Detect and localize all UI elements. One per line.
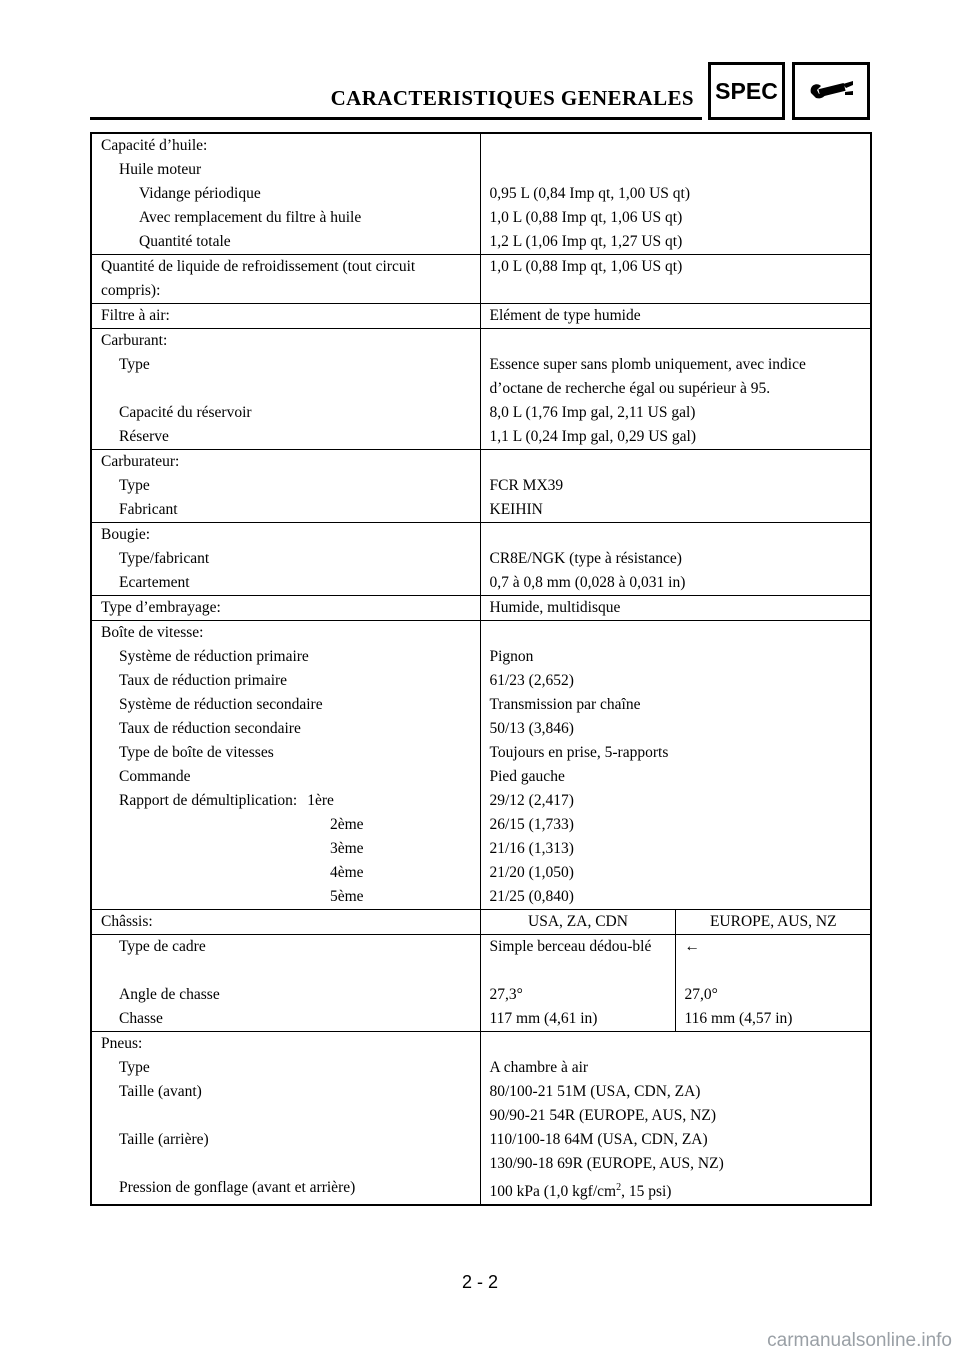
tire-type-label: Type [119, 1059, 150, 1076]
transmission-value: Pignon [489, 648, 534, 665]
tire-rear-value-1: 110/100-18 64M (USA, CDN, ZA) [489, 1131, 708, 1148]
tire-front-value-1: 80/100-21 51M (USA, CDN, ZA) [489, 1083, 701, 1100]
fuel-title: Carburant: [101, 332, 168, 349]
table-row-fuel [91, 329, 871, 450]
transmission-label: Commande [119, 768, 191, 785]
wrench-icon [807, 79, 855, 103]
gear-value: 21/20 (1,050) [489, 864, 574, 881]
trail-label: Chasse [119, 1010, 163, 1027]
spark-plug-gap-value: 0,7 à 0,8 mm (0,028 à 0,031 in) [489, 574, 686, 591]
pressure-post: , 15 psi) [621, 1183, 672, 1201]
transmission-value: Transmission par chaîne [489, 696, 641, 713]
table-row-chassis [91, 935, 871, 1032]
table-row-tires [91, 1032, 871, 1206]
table-row-carburetor [91, 450, 871, 523]
gear-label: 5ème [330, 888, 364, 905]
tire-front-value-2: 90/90-21 54R (EUROPE, AUS, NZ) [489, 1107, 716, 1124]
carburetor-maker-value: KEIHIN [489, 501, 543, 518]
total-label: Quantité totale [139, 233, 231, 250]
gear-label: 4ème [330, 864, 364, 881]
gear-ratio-row [101, 789, 472, 813]
wrench-icon-box [792, 62, 870, 120]
air-filter-label: Filtre à air: [91, 304, 480, 329]
table-row-spark-plug [91, 523, 871, 596]
gear-value: 26/15 (1,733) [489, 816, 574, 833]
transmission-label: Taux de réduction primaire [119, 672, 288, 689]
table-row-air-filter [91, 304, 871, 329]
frame-label: Type de cadre [119, 938, 206, 955]
fuel-values [480, 329, 871, 450]
transmission-label: Système de réduction primaire [119, 648, 309, 665]
chassis-col-a: USA, ZA, CDN [480, 910, 675, 935]
spec-table [90, 132, 872, 1206]
tire-rear-value-2: 130/90-18 69R (EUROPE, AUS, NZ) [489, 1155, 724, 1172]
carburetor-type-value: FCR MX39 [489, 477, 564, 494]
trail-value-b: 116 mm (4,57 in) [684, 1010, 793, 1027]
transmission-title: Boîte de vitesse: [101, 624, 204, 641]
fuel-reserve-label: Réserve [119, 428, 169, 445]
transmission-label: Type de boîte de vitesses [119, 744, 274, 761]
tire-rear-label: Taille (arrière) [119, 1131, 209, 1148]
table-row-clutch [91, 596, 871, 621]
periodic-value: 0,95 L (0,84 Imp qt, 1,00 US qt) [489, 185, 690, 202]
table-row-coolant [91, 255, 871, 304]
fuel-reserve-value: 1,1 L (0,24 Imp gal, 0,29 US gal) [489, 428, 696, 445]
carburetor-labels [91, 450, 480, 523]
fuel-labels [91, 329, 480, 450]
chassis-col-b: EUROPE, AUS, NZ [675, 910, 871, 935]
tire-type-value: A chambre à air [489, 1059, 589, 1076]
pressure-pre: 100 kPa (1,0 kgf/cm [489, 1183, 617, 1201]
gear-ratio-label: Rapport de démultiplication: [119, 792, 298, 809]
spark-plug-type-label: Type/fabricant [119, 550, 210, 567]
oil-labels [91, 133, 480, 255]
engine-oil-label: Huile moteur [119, 161, 202, 178]
spark-plug-gap-label: Ecartement [119, 574, 190, 591]
carburetor-type-label: Type [119, 477, 150, 494]
gear-label: 1ère [307, 792, 334, 809]
tires-title: Pneus: [101, 1035, 143, 1052]
transmission-value: 61/23 (2,652) [489, 672, 574, 689]
transmission-value: Toujours en prise, 5-rapports [489, 744, 669, 761]
chassis-values-a [480, 935, 675, 1032]
gear-label: 2ème [330, 816, 364, 833]
trail-value-a: 117 mm (4,61 in) [489, 1010, 598, 1027]
spark-plug-type-value: CR8E/NGK (type à résistance) [489, 550, 682, 567]
filter-label: Avec remplacement du filtre à huile [139, 209, 362, 226]
filter-value: 1,0 L (0,88 Imp qt, 1,06 US qt) [489, 209, 683, 226]
caster-value-b: 27,0° [684, 986, 718, 1003]
tire-front-label: Taille (avant) [119, 1083, 202, 1100]
gear-value: 29/12 (2,417) [489, 792, 574, 809]
chassis-values-b [675, 935, 871, 1032]
periodic-label: Vidange périodique [139, 185, 261, 202]
air-filter-value: Elément de type humide [480, 304, 871, 329]
total-value: 1,2 L (1,06 Imp qt, 1,27 US qt) [489, 233, 683, 250]
table-row-oil [91, 133, 871, 255]
fuel-tank-value: 8,0 L (1,76 Imp gal, 2,11 US gal) [489, 404, 696, 421]
caster-value-a: 27,3° [489, 986, 523, 1003]
header-rule [90, 117, 702, 120]
clutch-value: Humide, multidisque [480, 596, 871, 621]
transmission-value: 50/13 (3,846) [489, 720, 574, 737]
caster-label: Angle de chasse [119, 986, 220, 1003]
fuel-type-value: Essence super sans plomb uniquement, avec indice d’octane de recherche égal ou supérieur à 95. [489, 356, 806, 397]
coolant-value: 1,0 L (0,88 Imp qt, 1,06 US qt) [480, 255, 871, 304]
table-row-chassis-header [91, 910, 871, 935]
transmission-value: Pied gauche [489, 768, 565, 785]
frame-value-a: Simple berceau dédou-blé [489, 938, 652, 955]
frame-value-b: ← [684, 938, 700, 955]
chassis-labels [91, 935, 480, 1032]
gear-value: 21/16 (1,313) [489, 840, 574, 857]
chassis-title: Châssis: [91, 910, 480, 935]
spec-badge: SPEC [708, 62, 785, 120]
watermark: carmanualsonline.info [767, 1330, 952, 1351]
coolant-label: Quantité de liquide de refroidissement (tout circuit compris): [91, 255, 480, 304]
spark-plug-values [480, 523, 871, 596]
gear-label: 3ème [330, 840, 364, 857]
oil-values [480, 133, 871, 255]
fuel-type-label: Type [119, 356, 150, 373]
carburetor-maker-label: Fabricant [119, 501, 178, 518]
spark-plug-labels [91, 523, 480, 596]
table-row-transmission [91, 621, 871, 910]
pressure-sup: 2 [616, 1182, 622, 1193]
carburetor-title: Carburateur: [101, 453, 180, 470]
fuel-tank-label: Capacité du réservoir [119, 404, 252, 421]
oil-title: Capacité d’huile: [101, 137, 208, 154]
tires-values [480, 1032, 871, 1206]
gear-value: 21/25 (0,840) [489, 888, 574, 905]
clutch-label: Type d’embrayage: [91, 596, 480, 621]
tire-pressure-value [490, 1176, 863, 1204]
page-title: CARACTERISTIQUES GENERALES [330, 86, 694, 110]
carburetor-values [480, 450, 871, 523]
spark-plug-title: Bougie: [101, 526, 151, 543]
page-header [90, 62, 870, 122]
transmission-label: Système de réduction secondaire [119, 696, 323, 713]
page-number: 2 - 2 [461, 1272, 499, 1292]
transmission-label: Taux de réduction secondaire [119, 720, 301, 737]
tire-pressure-label: Pression de gonflage (avant et arrière) [119, 1179, 356, 1196]
tires-labels [91, 1032, 480, 1206]
transmission-labels [91, 621, 480, 910]
transmission-values [480, 621, 871, 910]
